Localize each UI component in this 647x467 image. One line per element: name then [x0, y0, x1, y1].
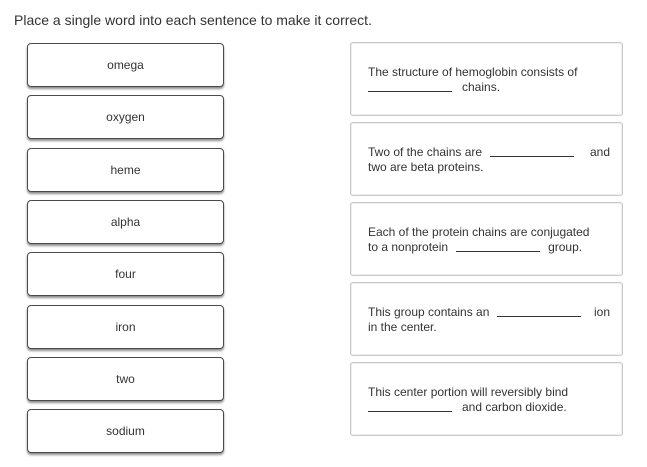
sentence-5-line-1 [368, 385, 610, 400]
word-tile-oxygen[interactable]: oxygen [27, 95, 224, 139]
sentence-5-text-after: and carbon dioxide. [462, 400, 567, 414]
sentence-4-blank[interactable] [497, 316, 581, 317]
sentence-3-line-1 [368, 225, 610, 240]
sentence-1-text-after: chains. [462, 80, 501, 94]
sentence-3-text-before: to a nonprotein [368, 240, 449, 254]
sentence-box-1 [350, 42, 623, 116]
word-tile-two[interactable]: two [27, 357, 224, 401]
sentence-box-4 [350, 282, 623, 356]
sentence-2-text-line2: two are beta proteins. [368, 160, 484, 174]
sentence-2-blank[interactable] [490, 156, 574, 157]
sentence-box-2 [350, 122, 623, 196]
sentence-4-line-1 [368, 305, 610, 320]
sentence-5-text: This center portion will reversibly bind [368, 385, 569, 399]
sentence-5-line-2 [368, 400, 610, 415]
sentence-1-text: The structure of hemoglobin consists of [368, 65, 578, 79]
sentence-4-text-line2: in the center. [368, 320, 437, 334]
word-tile-iron[interactable]: iron [27, 305, 224, 349]
word-tile-sodium[interactable]: sodium [27, 409, 224, 453]
sentence-3-text-after: group. [548, 240, 583, 254]
sentence-2-line-1 [368, 145, 610, 160]
word-tile-omega[interactable]: omega [27, 43, 224, 87]
sentence-4-line-2 [368, 320, 610, 335]
sentence-1-line-1 [368, 65, 610, 80]
word-tile-four[interactable]: four [27, 252, 224, 296]
sentence-3-line-2 [368, 240, 610, 255]
sentence-5-blank[interactable] [368, 411, 452, 412]
instruction-text: Place a single word into each sentence to make it correct. [14, 12, 372, 28]
sentence-2-text-before: Two of the chains are [368, 145, 483, 159]
sentence-3-blank[interactable] [456, 251, 540, 252]
sentence-box-5 [350, 362, 623, 436]
word-tile-heme[interactable]: heme [27, 148, 224, 192]
word-tile-alpha[interactable]: alpha [27, 200, 224, 244]
sentence-box-3 [350, 202, 623, 276]
sentence-1-blank[interactable] [368, 91, 452, 92]
sentence-4-text-before: This group contains an [368, 305, 490, 319]
sentence-4-text-after: ion [593, 305, 610, 319]
sentence-2-text-after: and [589, 145, 610, 159]
sentence-1-line-2 [368, 80, 610, 95]
sentence-3-text: Each of the protein chains are conjugated [368, 225, 590, 239]
sentence-2-line-2 [368, 160, 610, 175]
